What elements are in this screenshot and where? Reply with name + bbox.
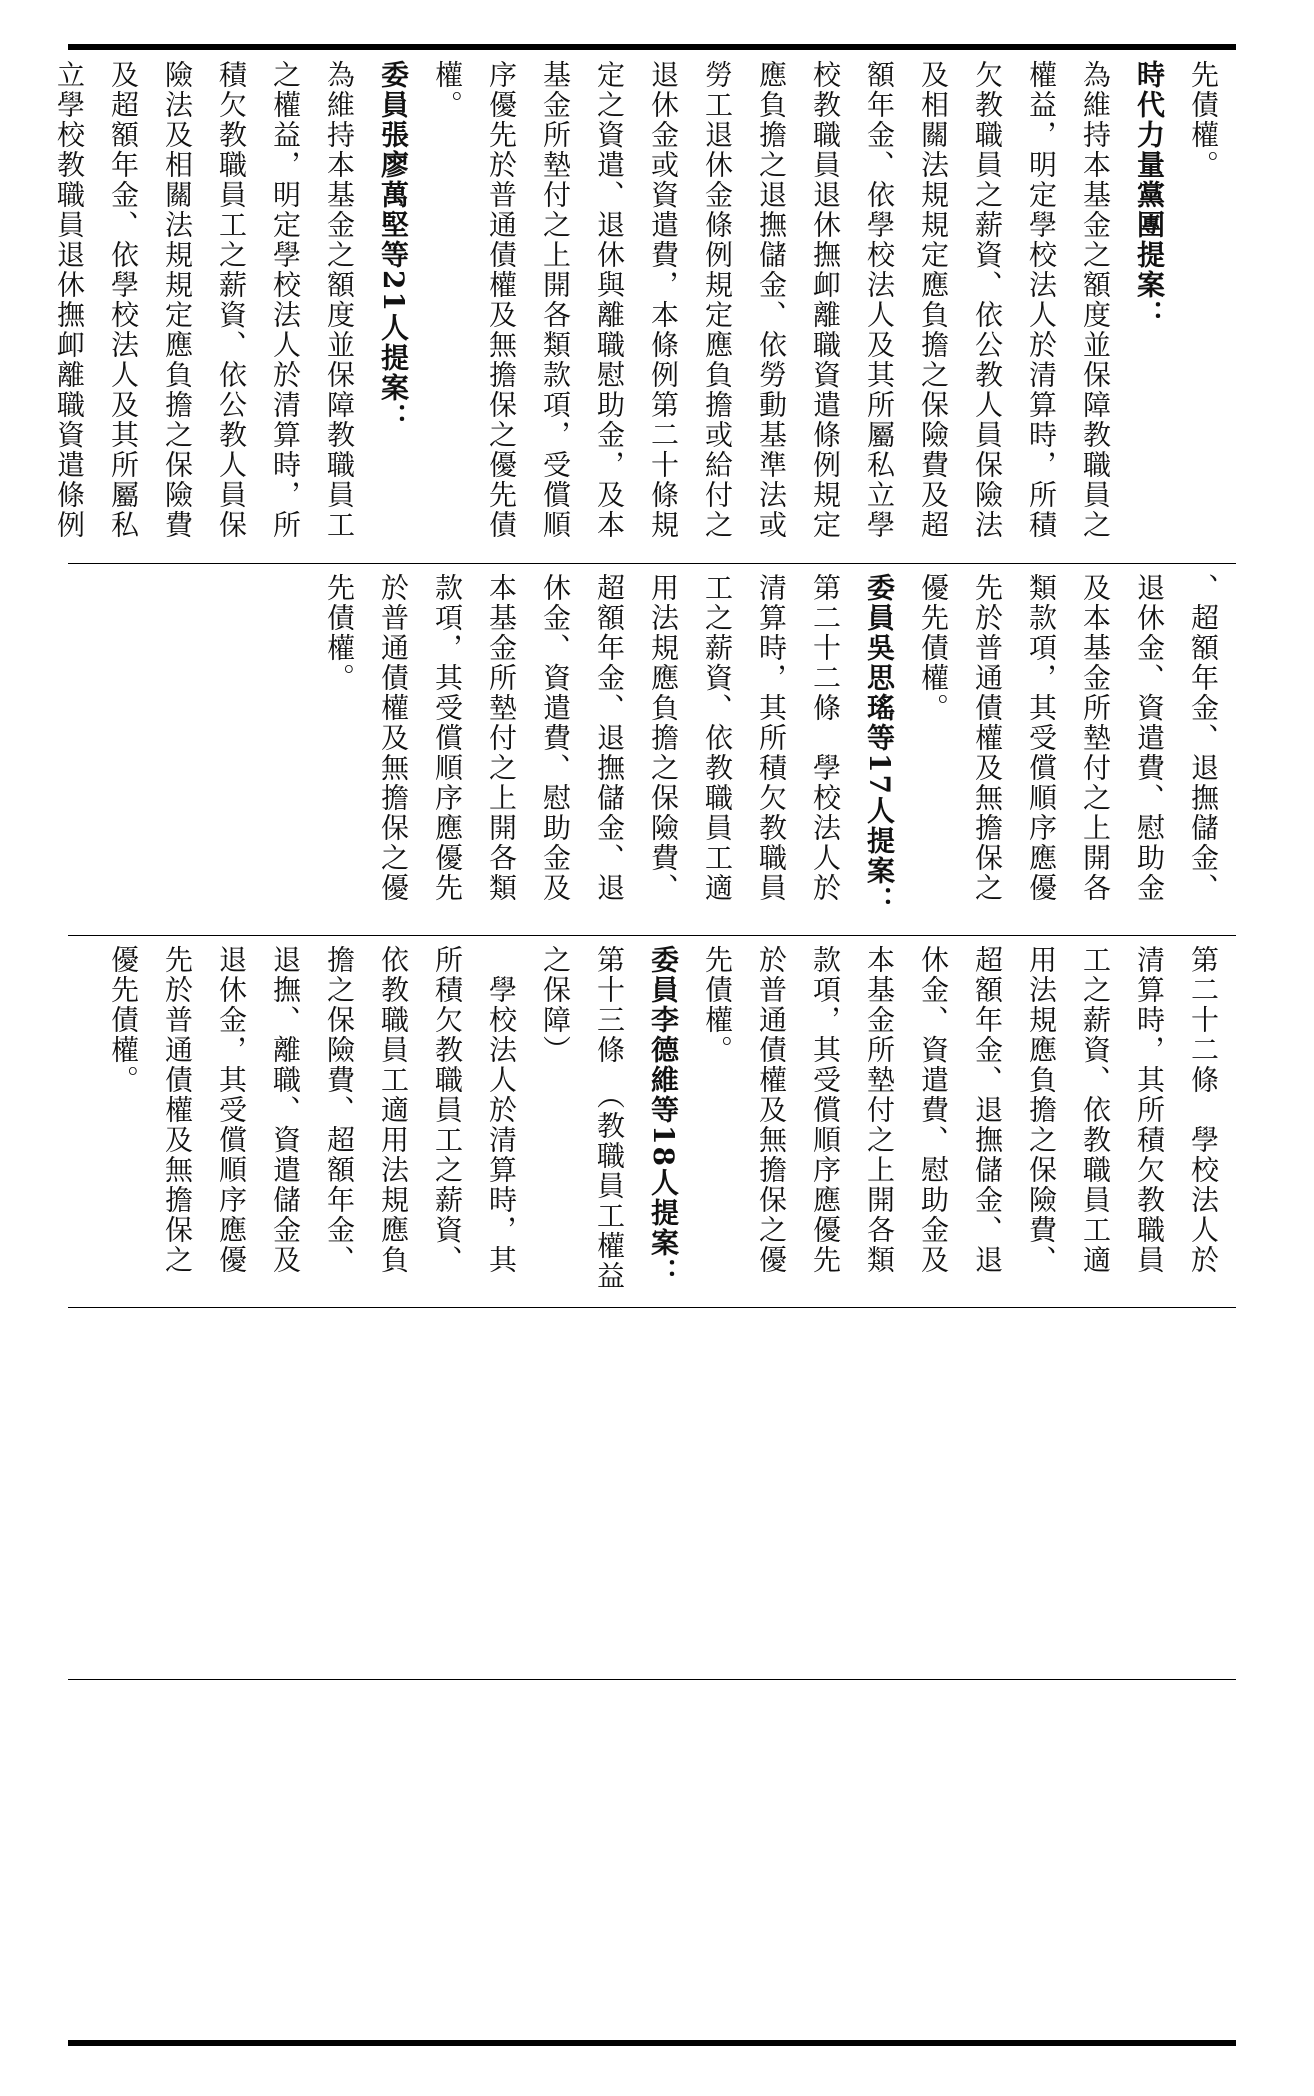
row-divider-1 [68,563,1236,564]
proposal-heading: 委員李德維等18人提案： [647,945,680,1288]
row-divider-3 [68,1307,1236,1308]
paragraph-text: 第十三條 （教職員工權益之保障） [539,945,626,1291]
paragraph-text: 為維持本基金之額度並保障教職員之權益，明定學校法人於清算時，所積欠教職員之薪資、依公教人員保險法及相關法規規定應負擔之保險費及超額年金、依學校法人及其所屬私立學校教職員退休撫卹離職資遣條例規定應負擔之退撫儲金、依勞動基準法或勞工退休金條例規定應負擔或給付之退休金或資遣費，本條例第二十條規定之資遣、退休與離職慰助金，及本基金所墊付之上開各類款項，受償順序優先於普通債權及無擔保之優先債權。 [431,60,1112,540]
column-bottom [80,945,1230,1300]
proposal-heading: 委員吳思瑤等17人提案： [863,573,896,916]
paragraph-text: 第二十二條 學校法人於清算時，其所積欠教職員工之薪資、依教職員工適用法規應負擔之保險費、超額年金、退撫儲金、退休金、資遣費、慰助金及本基金所墊付之上開各類款項，其受償順序應優先於普通債權及無擔保之優先債權。 [701,945,1220,1275]
paragraph-text: 學校法人於清算時，其所積欠教職員工之薪資、依教職員工適用法規應負擔之保險費、超額年金、退撫、離職、資遣儲金及退休金，其受償順序應優先於普通債權及無擔保之優先債權。 [107,945,518,1275]
paragraph-text: 、超額年金、退撫儲金、退休金、資遣費、慰助金及本基金所墊付之上開各類款項，其受償順序應優先於普通債權及無擔保之優先債權。 [917,573,1220,903]
proposal-heading: 委員張廖萬堅等21人提案： [377,60,410,433]
top-rule [68,44,1236,50]
bottom-rule [68,2040,1236,2046]
row-divider-2 [68,935,1236,936]
column-middle [80,573,1230,928]
proposal-heading: 時代力量黨團提案： [1133,60,1166,330]
row-divider-4 [68,1679,1236,1680]
paragraph-text: 先債權。 [1187,60,1220,180]
paragraph-text: 為維持本基金之額度並保障教職員工之權益，明定學校法人於清算時，所積欠教職員工之薪資、依公教人員保險法及相關法規規定應負擔之保險費及超額年金、依學校法人及其所屬私立學校教職員退休撫卹離職資遣條例 [53,60,356,540]
column-top [53,60,1230,555]
paragraph-text: 第二十二條 學校法人於清算時，其所積欠教職員工之薪資、依教職員工適用法規應負擔之保險費、超額年金、退撫儲金、退休金、資遣費、慰助金及本基金所墊付之上開各類款項，其受償順序應優先於普通債權及無擔保之優先債權。 [323,573,842,903]
